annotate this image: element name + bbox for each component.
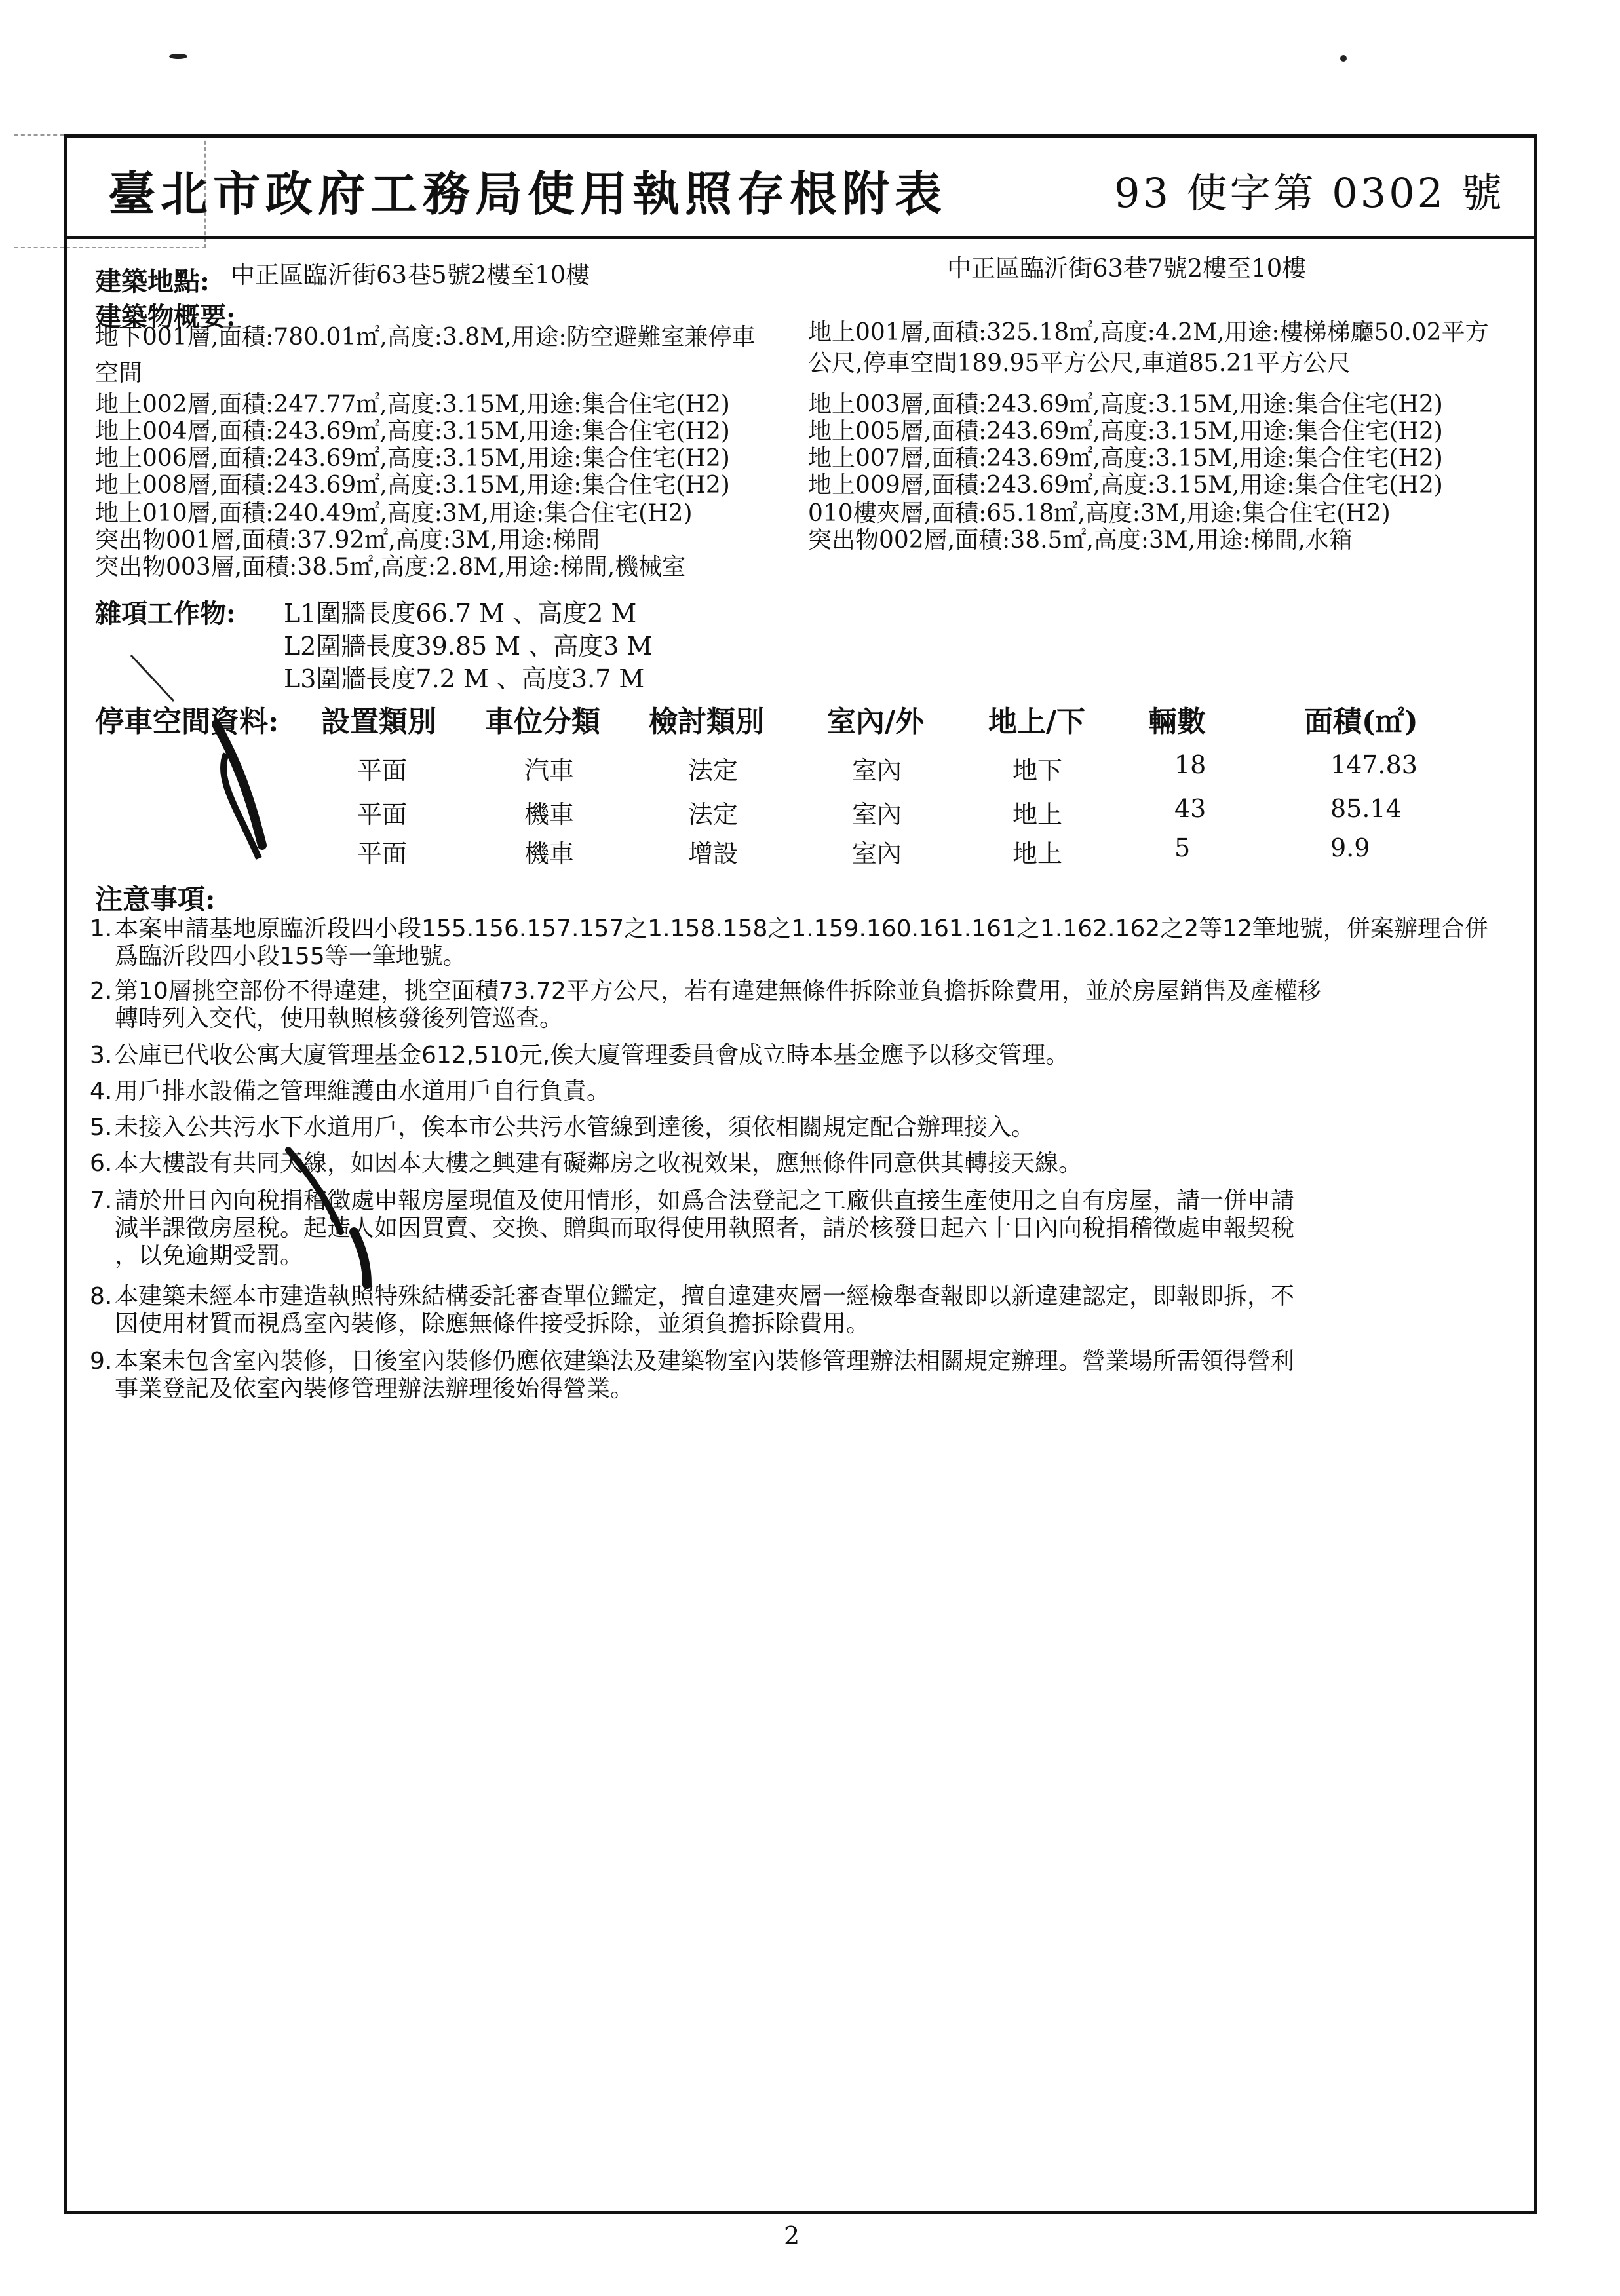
overview-left-line: 地上004層,面積:243.69㎡,高度:3.15M,用途:集合住宅(H2)	[95, 418, 730, 445]
note-number: 2.	[90, 978, 113, 1004]
note-line: 爲臨沂段四小段155等一筆地號。	[115, 943, 467, 970]
parking-header-vehicle: 車位分類	[485, 705, 600, 738]
parking-header-indoor: 室內/外	[827, 705, 925, 738]
parking-cell: 9.9	[1330, 833, 1370, 862]
parking-cell: 平面	[357, 800, 408, 829]
note-line: 公庫已代收公寓大廈管理基金612,510元,俟大廈管理委員會成立時本基金應予以移交管理。	[115, 1042, 1070, 1069]
note-line: 轉時列入交代，使用執照核發後列管巡查。	[115, 1005, 564, 1033]
misc-works-label: 雜項工作物:	[95, 598, 236, 629]
note-item	[90, 1042, 1517, 1069]
note-item	[90, 1187, 1517, 1270]
note-line: 用戶排水設備之管理維護由水道用戶自行負責。	[115, 1078, 611, 1105]
overview-right-line: 地上001層,面積:325.18㎡,高度:4.2M,用途:樓梯梯廳50.02平方	[808, 319, 1489, 346]
overview-label: 建築物概要:	[95, 301, 236, 332]
note-item	[90, 1348, 1517, 1403]
parking-cell: 室內	[852, 839, 902, 868]
note-line: 第10層挑空部份不得違建，挑空面積73.72平方公尺，若有違建無條件拆除並負擔拆除費用，並於房屋銷售及產權移	[115, 978, 1321, 1004]
note-number: 5.	[90, 1114, 113, 1141]
overview-left-line: 地上010層,面積:240.49㎡,高度:3M,用途:集合住宅(H2)	[95, 500, 693, 527]
scan-speck	[1340, 55, 1347, 62]
note-item	[90, 915, 1517, 970]
notes-label: 注意事項:	[95, 883, 216, 915]
misc-works-item: L2圍牆長度39.85 M 、高度3 M	[284, 632, 653, 660]
overview-right-line: 地上009層,面積:243.69㎡,高度:3.15M,用途:集合住宅(H2)	[808, 472, 1443, 499]
parking-cell: 法定	[688, 800, 739, 829]
permit-number: 93 使字第 0302 號	[1114, 169, 1505, 217]
parking-cell: 汽車	[524, 756, 575, 785]
overview-left-line: 突出物003層,面積:38.5㎡,高度:2.8M,用途:梯間,機械室	[95, 554, 686, 581]
parking-cell: 地上	[1013, 800, 1063, 829]
parking-cell: 室內	[852, 756, 902, 785]
address-value-2: 中正區臨沂街63巷7號2樓至10樓	[947, 254, 1307, 282]
parking-cell: 18	[1174, 750, 1206, 779]
misc-works-item: L1圍牆長度66.7 M 、高度2 M	[284, 599, 637, 628]
overview-right-line: 地上005層,面積:243.69㎡,高度:3.15M,用途:集合住宅(H2)	[808, 418, 1443, 445]
note-line: 未接入公共污水下水道用戶，俟本市公共污水管線到達後，須依相關規定配合辦理接入。	[115, 1114, 1035, 1141]
note-line: 請於卅日內向稅捐稽徵處申報房屋現值及使用情形，如爲合法登記之工廠供直接生產使用之自有房屋，請一併申請	[115, 1187, 1295, 1214]
note-item	[90, 978, 1517, 1033]
parking-cell: 機車	[524, 839, 575, 868]
note-number: 8.	[90, 1283, 113, 1310]
note-line: 本案申請基地原臨沂段四小段155.156.157.157之1.158.158之1.159.160.161.161之1.162.162之2等12筆地號，併案辦理合併	[115, 915, 1488, 942]
note-number: 6.	[90, 1150, 113, 1177]
parking-cell: 平面	[357, 839, 408, 868]
parking-cell: 地下	[1013, 756, 1063, 785]
overview-left-line: 突出物001層,面積:37.92㎡,高度:3M,用途:梯間	[95, 527, 600, 554]
overview-right-line: 地上003層,面積:243.69㎡,高度:3.15M,用途:集合住宅(H2)	[808, 391, 1443, 418]
parking-cell: 室內	[852, 800, 902, 829]
parking-cell: 地上	[1013, 839, 1063, 868]
parking-cell: 43	[1174, 794, 1206, 823]
overview-right-line: 010樓夾層,面積:65.18㎡,高度:3M,用途:集合住宅(H2)	[808, 500, 1391, 527]
address-label: 建築地點:	[95, 266, 210, 297]
document-title: 臺北市政府工務局使用執照存根附表	[108, 166, 948, 221]
note-number: 9.	[90, 1348, 113, 1375]
note-line: 事業登記及依室內裝修管理辦法辦理後始得營業。	[115, 1375, 634, 1403]
parking-cell: 法定	[688, 756, 739, 785]
note-number: 1.	[90, 915, 113, 942]
overview-left-line: 地上002層,面積:247.77㎡,高度:3.15M,用途:集合住宅(H2)	[95, 391, 730, 418]
note-line: 本案未包含室內裝修，日後室內裝修仍應依建築法及建築物室內裝修管理辦法相關規定辦理。營業場所需領得營利	[115, 1348, 1295, 1375]
note-number: 3.	[90, 1042, 113, 1069]
address-value-1: 中正區臨沂街63巷5號2樓至10樓	[231, 261, 590, 289]
overview-right-line: 公尺,停車空間189.95平方公尺,車道85.21平方公尺	[808, 350, 1351, 377]
page-number: 2	[784, 2221, 800, 2250]
note-item	[90, 1150, 1517, 1177]
note-item	[90, 1114, 1517, 1141]
parking-cell: 85.14	[1330, 794, 1402, 823]
parking-header-area: 面積(㎡)	[1304, 705, 1418, 738]
parking-header-category: 設置類別	[321, 705, 436, 738]
misc-works-item: L3圍牆長度7.2 M 、高度3.7 M	[284, 664, 645, 693]
overview-left-line: 地上008層,面積:243.69㎡,高度:3.15M,用途:集合住宅(H2)	[95, 472, 730, 499]
overview-left-line: 地上006層,面積:243.69㎡,高度:3.15M,用途:集合住宅(H2)	[95, 445, 730, 472]
note-number: 4.	[90, 1078, 113, 1105]
parking-cell: 147.83	[1330, 750, 1418, 779]
note-line: 本建築未經本市建造執照特殊結構委託審查單位鑑定，擅自違建夾層一經檢舉查報即以新違建認定，即報即拆，不	[115, 1283, 1295, 1310]
parking-cell: 增設	[688, 839, 739, 868]
scan-speck	[169, 54, 187, 59]
parking-header-count: 輛數	[1148, 705, 1206, 738]
overview-right-line: 地上007層,面積:243.69㎡,高度:3.15M,用途:集合住宅(H2)	[808, 445, 1443, 472]
note-line: ，以免逾期受罰。	[115, 1242, 304, 1270]
parking-header-level: 地上/下	[988, 705, 1086, 738]
note-number: 7.	[90, 1187, 113, 1214]
parking-label: 停車空間資料:	[95, 705, 279, 738]
parking-cell: 平面	[357, 756, 408, 785]
parking-cell: 5	[1174, 833, 1191, 862]
note-line: 減半課徵房屋稅。起造人如因買賣、交換、贈與而取得使用執照者，請於核發日起六十日內向稅捐稽徵處申報契稅	[115, 1215, 1295, 1242]
overview-left-line: 地下001層,面積:780.01㎡,高度:3.8M,用途:防空避難室兼停車	[95, 324, 756, 351]
parking-cell: 機車	[524, 800, 575, 829]
overview-right-line: 突出物002層,面積:38.5㎡,高度:3M,用途:梯間,水箱	[808, 527, 1353, 554]
parking-header-review: 檢討類別	[649, 705, 764, 738]
note-item	[90, 1078, 1517, 1105]
overview-left-line: 空間	[95, 360, 143, 387]
note-item	[90, 1283, 1517, 1338]
note-line: 本大樓設有共同天線，如因本大樓之興建有礙鄰房之收視效果，應無條件同意供其轉接天線。	[115, 1150, 1083, 1177]
note-line: 因使用材質而視爲室內裝修，除應無條件接受拆除，並須負擔拆除費用。	[115, 1311, 870, 1338]
